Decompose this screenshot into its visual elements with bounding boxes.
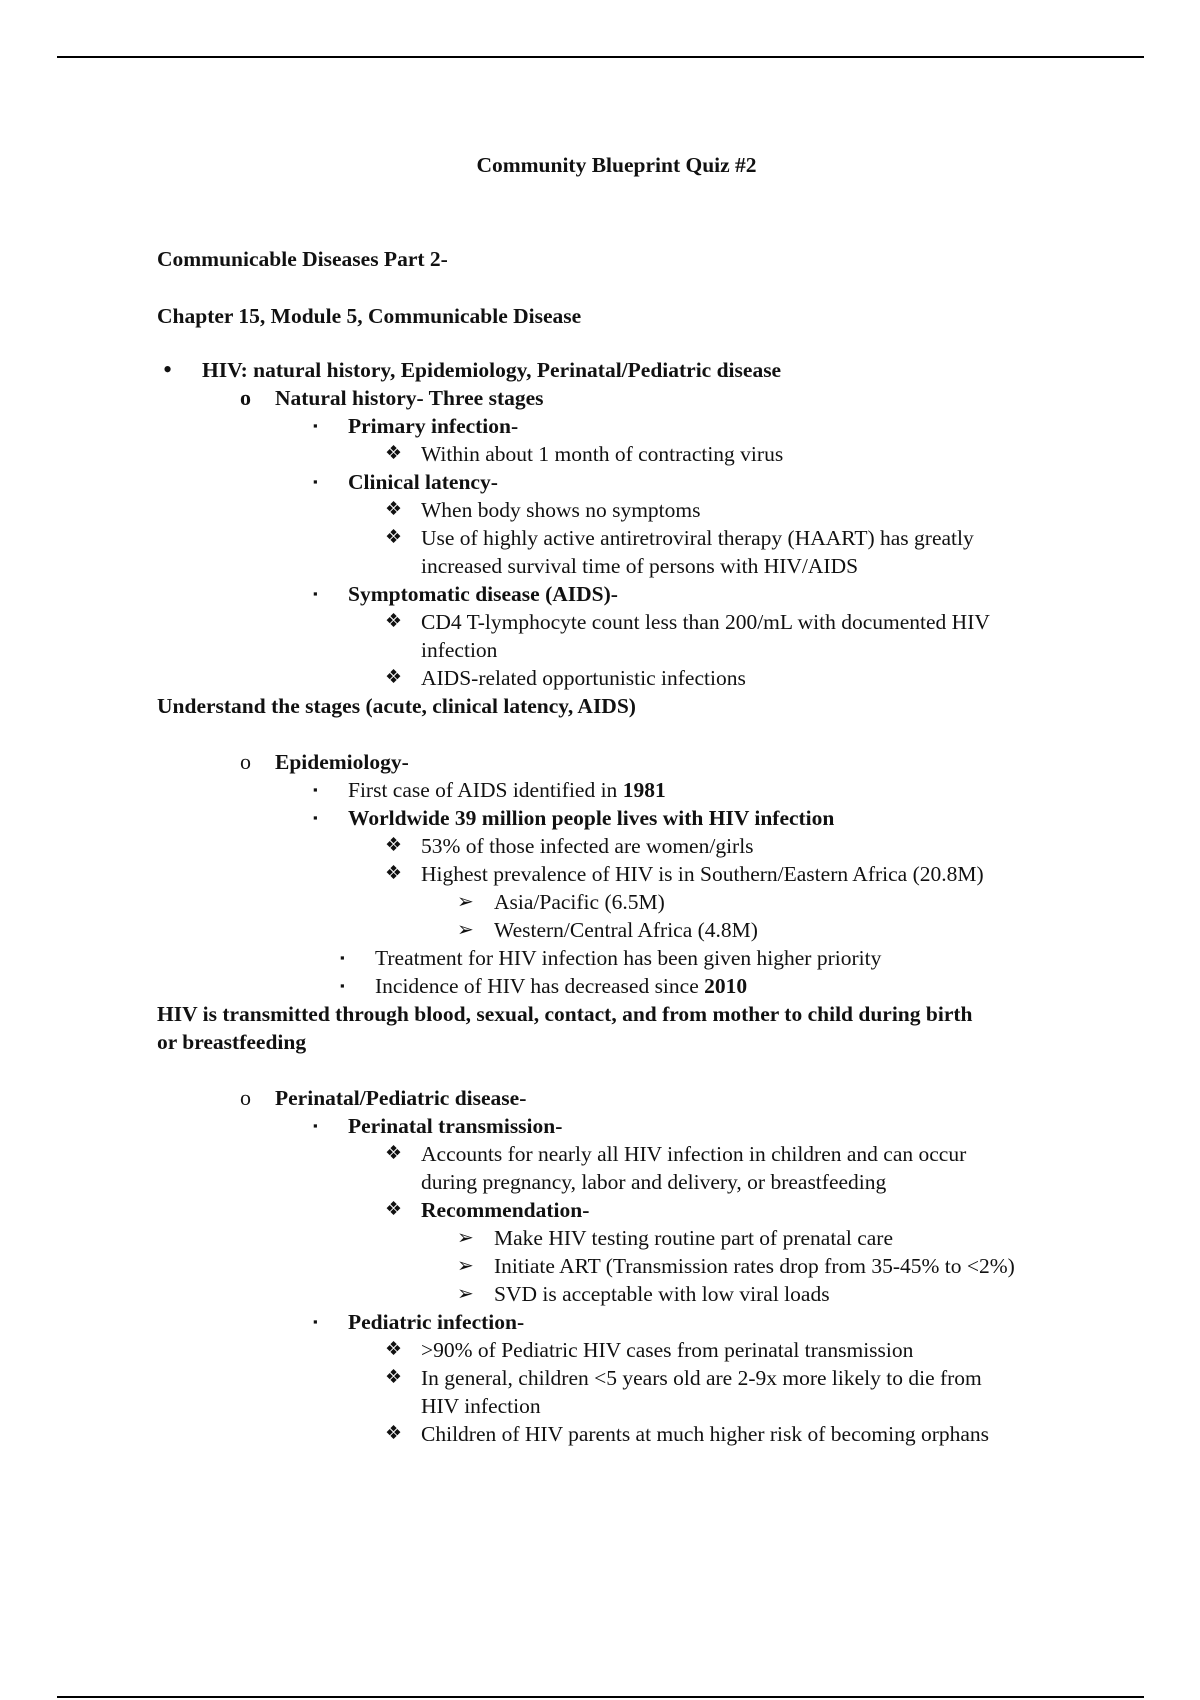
perinatal-heading: Perinatal/Pediatric disease- <box>275 1086 527 1110</box>
treatment-item: Treatment for HIV infection has been given higher priority <box>375 946 882 970</box>
symptomatic-item: CD4 T-lymphocyte count less than 200/mL with documented HIV <box>421 610 990 634</box>
square-bullet-icon: ▪ <box>340 978 345 993</box>
circle-bullet-icon: o <box>240 1085 251 1110</box>
clinical-latency-item: When body shows no symptoms <box>421 498 701 522</box>
section-heading-chapter: Chapter 15, Module 5, Communicable Disease <box>157 304 582 328</box>
asia-pacific-item: Asia/Pacific (6.5M) <box>494 890 665 914</box>
recommendation-item: SVD is acceptable with low viral loads <box>494 1282 830 1306</box>
diamond-bullet-icon: ❖ <box>385 1143 403 1164</box>
square-bullet-icon: ▪ <box>313 782 318 797</box>
bullet-dot-icon: • <box>163 355 173 384</box>
recommendation-item: Make HIV testing routine part of prenatal care <box>494 1226 893 1250</box>
header-rule <box>57 56 1144 58</box>
first-case-year: 1981 <box>622 778 666 802</box>
accounts-item-cont: during pregnancy, labor and delivery, or breastfeeding <box>421 1170 887 1194</box>
clinical-latency-item: Use of highly active antiretroviral therapy (HAART) has greatly <box>421 526 974 550</box>
incidence-year: 2010 <box>704 974 748 998</box>
arrow-bullet-icon: ➢ <box>457 919 474 941</box>
square-bullet-icon: ▪ <box>313 418 318 433</box>
circle-bullet-icon: o <box>240 749 251 774</box>
square-bullet-icon: ▪ <box>313 586 318 601</box>
symptomatic-item-cont: infection <box>421 638 498 662</box>
diamond-bullet-icon: ❖ <box>385 499 403 520</box>
transmission-note: HIV is transmitted through blood, sexual, contact, and from mother to child during birth <box>157 1002 973 1026</box>
primary-infection-label: Primary infection- <box>348 414 519 438</box>
symptomatic-item: AIDS-related opportunistic infections <box>421 666 746 690</box>
primary-infection-item: Within about 1 month of contracting virus <box>421 442 784 466</box>
diamond-bullet-icon: ❖ <box>385 1423 403 1444</box>
diamond-bullet-icon: ❖ <box>385 1367 403 1388</box>
diamond-bullet-icon: ❖ <box>385 1199 403 1220</box>
diamond-bullet-icon: ❖ <box>385 863 403 884</box>
arrow-bullet-icon: ➢ <box>457 1227 474 1249</box>
perinatal-transmission-label: Perinatal transmission- <box>348 1114 563 1138</box>
arrow-bullet-icon: ➢ <box>457 1283 474 1305</box>
pediatric-item-cont: HIV infection <box>421 1394 541 1418</box>
diamond-bullet-icon: ❖ <box>385 1339 403 1360</box>
circle-bullet-icon: o <box>240 385 251 410</box>
diamond-bullet-icon: ❖ <box>385 611 403 632</box>
hiv-topic-bullet: HIV: natural history, Epidemiology, Perinatal/Pediatric disease <box>202 358 782 382</box>
square-bullet-icon: ▪ <box>313 810 318 825</box>
diamond-bullet-icon: ❖ <box>385 443 403 464</box>
first-case-text: First case of AIDS identified in <box>348 778 623 802</box>
diamond-bullet-icon: ❖ <box>385 667 403 688</box>
pediatric-infection-label: Pediatric infection- <box>348 1310 525 1334</box>
first-case-item <box>348 777 666 805</box>
understand-stages-note: Understand the stages (acute, clinical latency, AIDS) <box>157 694 636 718</box>
pediatric-item: In general, children <5 years old are 2-9x more likely to die from <box>421 1366 982 1390</box>
diamond-bullet-icon: ❖ <box>385 527 403 548</box>
recommendation-label: Recommendation- <box>421 1198 590 1222</box>
symptomatic-disease-label: Symptomatic disease (AIDS)- <box>348 582 618 606</box>
square-bullet-icon: ▪ <box>313 474 318 489</box>
recommendation-item: Initiate ART (Transmission rates drop from 35-45% to <2%) <box>494 1254 1015 1278</box>
arrow-bullet-icon: ➢ <box>457 891 474 913</box>
worldwide-item: Worldwide 39 million people lives with HIV infection <box>348 806 835 830</box>
arrow-bullet-icon: ➢ <box>457 1255 474 1277</box>
section-heading-part2: Communicable Diseases Part 2- <box>157 247 448 271</box>
square-bullet-icon: ▪ <box>313 1314 318 1329</box>
western-africa-item: Western/Central Africa (4.8M) <box>494 918 758 942</box>
natural-history-heading: Natural history- Three stages <box>275 386 544 410</box>
pediatric-item: >90% of Pediatric HIV cases from perinatal transmission <box>421 1338 914 1362</box>
transmission-note-cont: or breastfeeding <box>157 1030 307 1054</box>
square-bullet-icon: ▪ <box>340 950 345 965</box>
footer-rule <box>57 1696 1144 1698</box>
incidence-text: Incidence of HIV has decreased since <box>375 974 705 998</box>
diamond-bullet-icon: ❖ <box>385 835 403 856</box>
page-title: Community Blueprint Quiz #2 <box>476 153 757 177</box>
accounts-item: Accounts for nearly all HIV infection in children and can occur <box>421 1142 967 1166</box>
highest-prevalence-item: Highest prevalence of HIV is in Southern/Eastern Africa (20.8M) <box>421 862 984 886</box>
pediatric-item: Children of HIV parents at much higher risk of becoming orphans <box>421 1422 990 1446</box>
clinical-latency-label: Clinical latency- <box>348 470 498 494</box>
incidence-item <box>375 973 747 1001</box>
women-item: 53% of those infected are women/girls <box>421 834 754 858</box>
epidemiology-heading: Epidemiology- <box>275 750 409 774</box>
clinical-latency-item-cont: increased survival time of persons with HIV/AIDS <box>421 554 859 578</box>
square-bullet-icon: ▪ <box>313 1118 318 1133</box>
